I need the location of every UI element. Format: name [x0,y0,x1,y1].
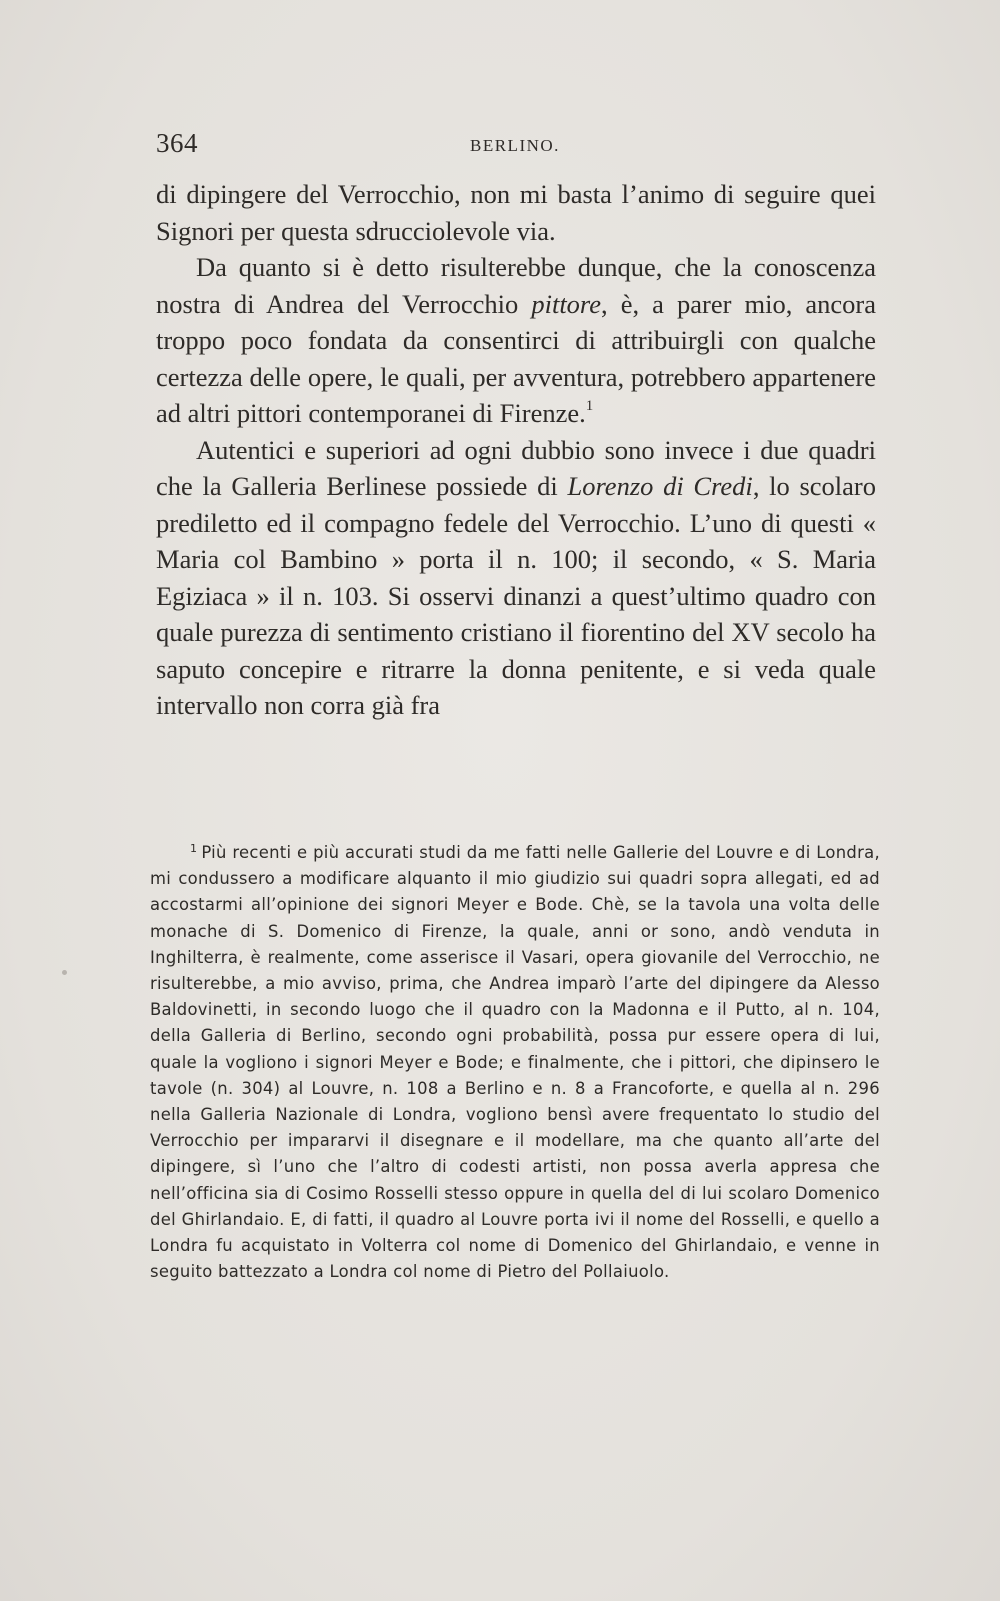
footnote-marker: 1 [190,842,198,855]
footnote-reference: 1 [585,398,594,414]
footnote-area [150,840,880,1285]
paragraph-text: Autentici e superiori ad ogni dubbio sono invece i due quadri che la Galleria Berlinese possiede di [156,434,876,501]
running-head: BERLINO. [470,136,560,155]
paragraph-text: di dipingere del Verrocchio, non mi basta l’animo di seguire quei Signori per questa sdrucciolevole via. [156,179,876,246]
page-header [156,128,880,168]
paragraph-continuation [156,176,876,249]
italic-name: Lorenzo di Credi [567,471,753,501]
paragraph-text: , è, a parer mio, ancora troppo poco fondata da consentirci di attribuirgli con qualche certezza delle opere, le quali, per avventura, potrebbero appartenere ad altri pittori contemporanei di Firenze. [156,288,876,428]
paper-speck [62,970,67,975]
paragraph-verrocchio-painter [156,249,876,432]
paragraph-lorenzo-di-credi [156,432,876,724]
page-number: 364 [156,128,198,158]
paragraph-text: , lo scolaro prediletto ed il compagno fedele del Verrocchio. L’uno di questi « Maria col Bambino » porta il n. 100; il secondo, « S. Maria Egiziaca » il n. 103. Si osservi dinanzi a quest’ultimo quadro con quale purezza di sentimento cristiano il fiorentino del XV secolo ha saputo concepire e ritrarre la donna penitente, e si veda quale intervallo non corra già fra [156,471,877,720]
italic-term: pittore [531,288,602,319]
paragraph-text: Da quanto si è detto risulterebbe dunque, che la conoscenza nostra di Andrea del Verrocchio [156,252,876,319]
main-text [156,176,876,724]
footnote-text: Più recenti e più accurati studi da me fatti nelle Gallerie del Louvre e di Londra, mi condussero a modificare alquanto il mio giudizio sui quadri sopra allegati, ed ad accostarmi all’opinione dei signori Meyer e Bode. Chè, se la tavola una volta delle monache di S. Domenico di Firenze, la quale, anni or sono, andò venduta in Inghilterra, è realmente, come asserisce il Vasari, opera giovanile del Verrocchio, ne risulterebbe, a mio avviso, prima, che Andrea imparò l’arte del dipingere da Alesso Baldovinetti, in secondo luogo che il quadro con la Madonna e il Putto, al n. 104, della Galleria di Berlino, secondo ogni probabilità, possa pur essere opera di lui, quale la vogliono i signori Meyer e Bode; e finalmente, che i pittori, che dipinsero le tavole (n. 304) al Louvre, n. 108 a Berlino e n. 8 a Francoforte, e quella al n. 296 nella Galleria Nazionale di Londra, vogliono bensì avere frequentato lo studio del Verrocchio per impararvi il disegnare e il modellare, ma che quanto all’arte del dipingere, sì l’uno che l’altro di codesti artisti, non possa averla appresa che nell’officina sia di Cosimo Rosselli stesso oppure in quella del di lui scolaro Domenico del Ghirlandaio. E, di fatti, il quadro al Louvre porta ivi il nome del Rosselli, e quello a Londra fu acquistato in Volterra col nome di Domenico del Ghirlandaio, e venne in seguito battezzato a Londra col nome di Pietro del Pollaiuolo. [150,843,880,1282]
footnote [150,840,880,1285]
